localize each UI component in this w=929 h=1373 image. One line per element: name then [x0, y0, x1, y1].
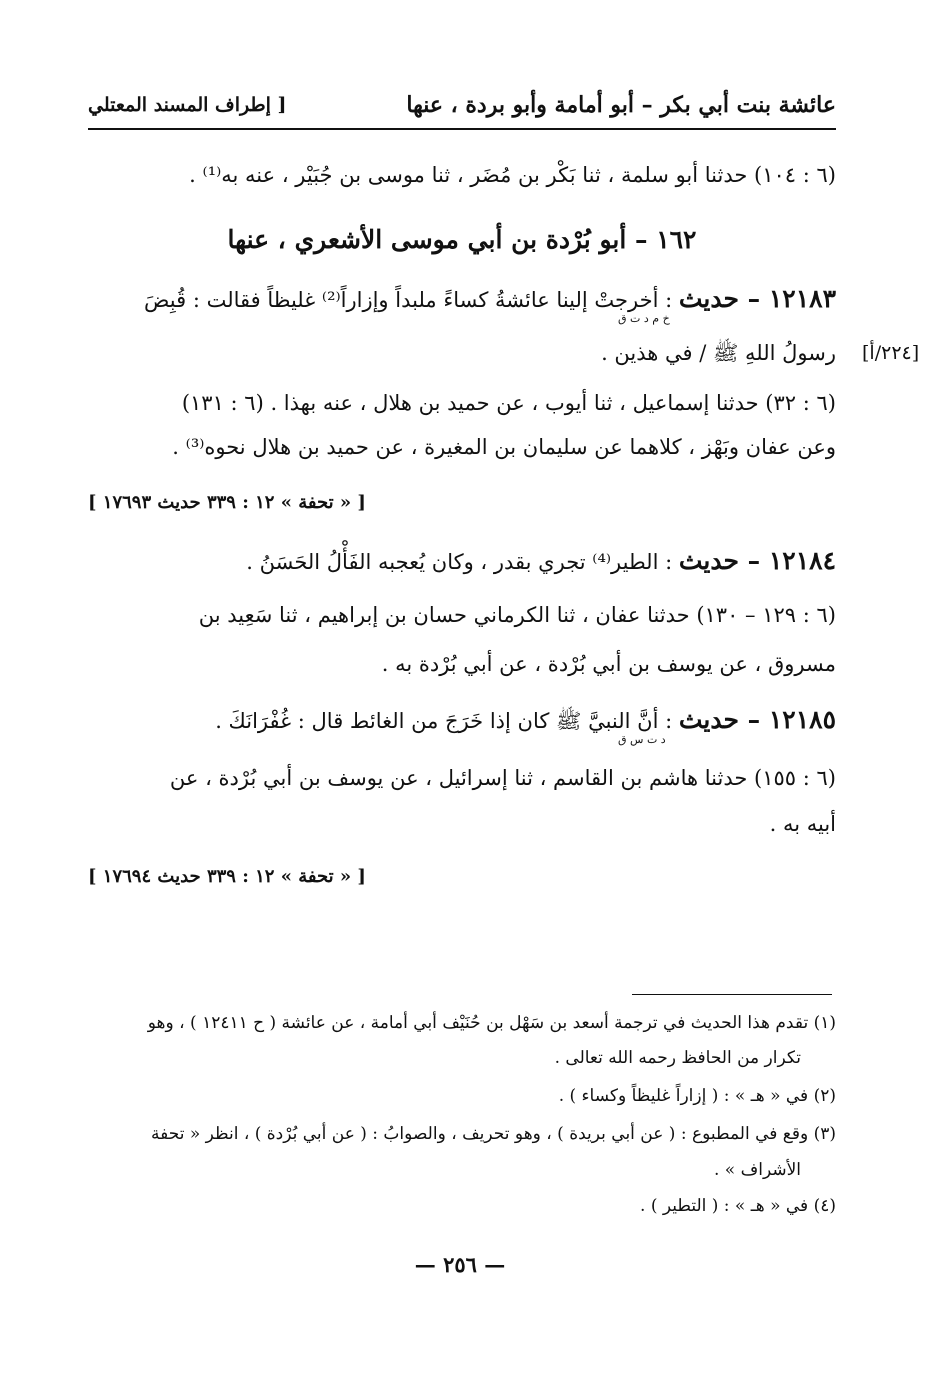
text-line: (٦ : ١٠٤) حدثنا أبو سلمة ، ثنا بَكْر بن مُضَر ، ثنا موسى بن جُبَيْر ، عنه به⁽¹⁾ .: [189, 163, 836, 187]
hadith-12183: [88, 284, 836, 313]
source-line: مسروق ، عن يوسف بن أبي بُرْدة ، عن أبي بُرْدة به .: [381, 652, 836, 676]
running-header: [88, 92, 836, 128]
hadith-number: ١٢١٨٣ – حديث: [678, 284, 836, 313]
source-line: أبيه به .: [769, 812, 836, 836]
header-title: عائشة بنت أبي بكر – أبو أمامة وأبو بردة ، عنها: [406, 92, 836, 118]
header-rule: [88, 128, 836, 130]
footnote-rule: [632, 994, 832, 995]
hadith-sigla: خ م د ت ق: [618, 312, 670, 325]
source-line: وعن عفان وبَهْز ، كلاهما عن سليمان بن المغيرة ، عن حميد بن هلال نحوه⁽³⁾ .: [172, 435, 836, 459]
header-book-name: [ إطراف المسند المعتلي: [88, 94, 287, 116]
footnote-1-continued: تكرار من الحافظ رحمه الله تعالى .: [554, 1048, 801, 1068]
hadith-sigla: د ت س ق: [618, 733, 666, 746]
source-line: (٦ : ١٢٩ – ١٣٠) حدثنا عفان ، ثنا الكرماني حسان بن إبراهيم ، ثنا سَعِيد بن: [198, 603, 836, 627]
margin-reference: [٢٢٤/أ]: [862, 342, 920, 364]
hadith-text: : أنَّ النبيَّ ﷺ كان إذا خَرَجَ من الغائط قال : غُفْرَانَكَ .: [215, 709, 673, 733]
hadith-text-continued: رسولُ اللهِ ﷺ / في هذين .: [601, 341, 836, 365]
footnote-3: (٣) وقع في المطبوع : ( عن أبي بريدة ) ، وهو تحريف ، والصوابُ : ( عن أبي بُرْدة ) ، انظر « تحفة: [151, 1124, 836, 1144]
hadith-text: : الطير⁽⁴⁾ تجري بقدر ، وكان يُعجبه الفَأْلُ الحَسَنُ .: [246, 550, 673, 574]
source-line: (٦ : ٣٢) حدثنا إسماعيل ، ثنا أيوب ، عن حميد بن هلال ، عنه بهذا . (٦ : ١٣١): [181, 391, 836, 415]
footnote-2: (٢) في « هـ » : ( إزاراً غليظاً وكساء ) .: [558, 1086, 836, 1106]
footnote-1: (١) تقدم هذا الحديث في ترجمة أسعد بن سَهْل بن حُنَيْف أبي أمامة ، عن عائشة ( ح ١٢٤١١ ) ، وهو: [147, 1013, 836, 1033]
hadith-12185: [88, 705, 836, 739]
hadith-number: ١٢١٨٥ – حديث: [678, 705, 836, 734]
hadith-text: : أخرجتْ إلينا عائشةُ كساءً ملبداً وإزاراً⁽²⁾ غليظاً فقالت : قُبِضَ: [144, 288, 673, 312]
source-line: (٦ : ١٥٥) حدثنا هاشم بن القاسم ، ثنا إسرائيل ، عن يوسف بن أبي بُرْدة ، عن: [169, 766, 836, 790]
section-title: ١٦٢ – أبو بُرْدة بن أبي موسى الأشعري ، عنها: [227, 225, 697, 254]
tuhfa-reference: [ « تحفة » ١٢ : ٣٣٩ حديث ١٧٦٩٣ ]: [88, 492, 366, 513]
hadith-number: ١٢١٨٤ – حديث: [678, 546, 836, 575]
hadith-12184: [88, 546, 836, 575]
page-number: — ٢٥٦ —: [414, 1252, 506, 1277]
footnote-3-continued: الأشراف » .: [713, 1160, 801, 1180]
footnote-4: (٤) في « هـ » : ( التطير ) .: [640, 1196, 836, 1216]
tuhfa-reference: [ « تحفة » ١٢ : ٣٣٩ حديث ١٧٦٩٤ ]: [88, 866, 366, 887]
